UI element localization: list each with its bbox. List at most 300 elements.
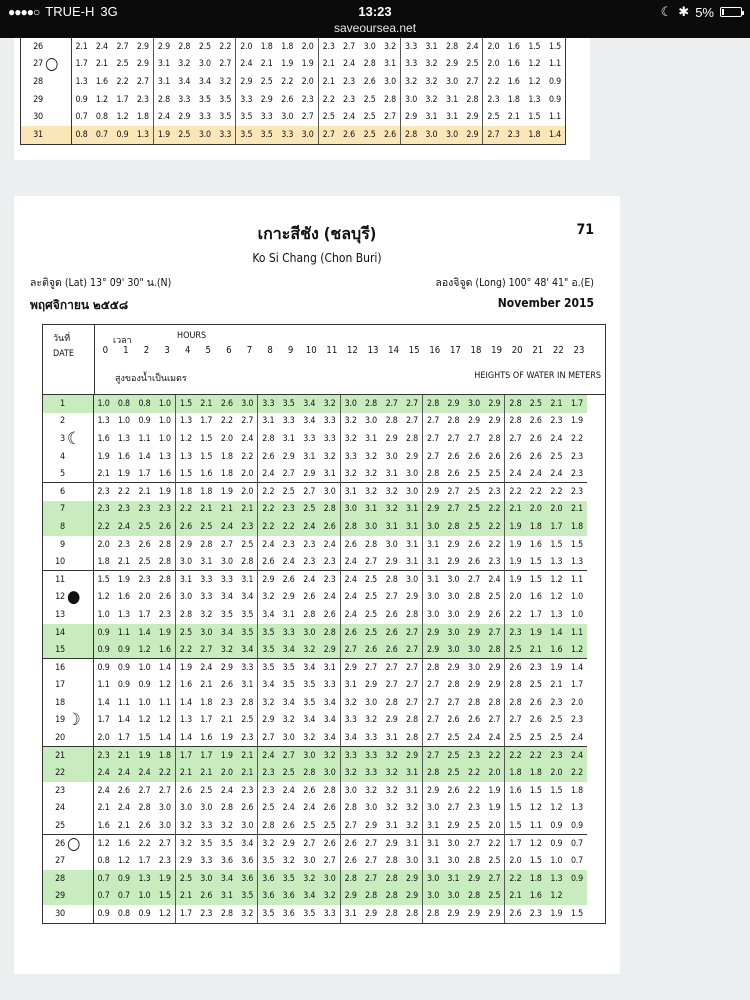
- height-cell: [567, 888, 588, 906]
- hour-label: 12: [346, 345, 358, 356]
- height-cell: 2.7: [447, 803, 460, 814]
- table-row: [43, 817, 587, 835]
- height-cell: 2.6: [381, 641, 402, 659]
- height-cell: 2.2: [464, 764, 485, 782]
- height-cell: 3.3: [405, 41, 418, 52]
- height-cell: 2.8: [509, 680, 522, 691]
- table-row: [43, 501, 587, 519]
- height-cell: 2.0: [97, 732, 110, 743]
- height-cell: 3.2: [425, 94, 438, 105]
- day-cell: 16: [43, 659, 67, 677]
- height-cell: 3.1: [380, 56, 401, 74]
- height-cell: 2.7: [464, 571, 485, 589]
- moon-phase-cell: [67, 817, 93, 835]
- height-cell: 3.0: [196, 870, 217, 888]
- height-cell: 2.0: [525, 501, 546, 519]
- height-cell: 2.2: [114, 483, 135, 501]
- height-cell: 2.5: [509, 732, 522, 743]
- height-cell: 3.0: [299, 624, 320, 642]
- height-cell: 1.7: [117, 732, 130, 743]
- height-cell: 2.1: [322, 76, 335, 87]
- height-cell: 2.3: [134, 571, 155, 589]
- moon-phase-cell: [67, 888, 93, 906]
- height-cell: 2.9: [467, 680, 480, 691]
- height-cell: 3.0: [340, 395, 361, 413]
- height-cell: 3.3: [344, 451, 357, 462]
- height-cell: 2.6: [320, 800, 341, 818]
- height-cell: 2.7: [318, 126, 339, 144]
- height-cell: 2.3: [484, 553, 505, 571]
- height-cell: 1.6: [97, 433, 110, 444]
- height-cell: 2.6: [138, 539, 151, 550]
- height-cell: 0.9: [93, 641, 114, 659]
- height-cell: 3.1: [237, 677, 258, 695]
- height-cell: 2.9: [385, 433, 398, 444]
- height-cell: 1.7: [567, 395, 588, 413]
- height-cell: 3.6: [237, 870, 258, 888]
- moon-phase-cell: [67, 465, 93, 483]
- height-cell: 2.9: [402, 870, 423, 888]
- height-cell: 1.5: [550, 785, 563, 796]
- height-cell: 2.7: [427, 451, 440, 462]
- height-cell: 3.0: [281, 112, 294, 123]
- height-cell: 1.9: [175, 659, 196, 677]
- height-cell: 3.0: [447, 592, 460, 603]
- height-cell: 2.8: [401, 126, 422, 144]
- height-cell: 2.8: [320, 501, 341, 519]
- day-cell: 28: [33, 76, 43, 87]
- height-cell: 3.3: [200, 592, 213, 603]
- height-cell: 0.9: [97, 909, 110, 920]
- height-cell: 3.1: [217, 888, 238, 906]
- level-header-thai: สูงของน้ำเป็นเมตร: [115, 374, 187, 384]
- height-cell: 1.1: [567, 571, 588, 589]
- height-cell: 2.5: [487, 112, 500, 123]
- height-cell: 3.0: [237, 817, 258, 835]
- height-cell: 3.1: [402, 501, 423, 519]
- height-cell: 1.0: [550, 856, 563, 867]
- height-cell: 1.8: [260, 41, 273, 52]
- height-cell: 3.0: [427, 803, 440, 814]
- height-cell: 2.6: [340, 624, 361, 642]
- carrier-name: TRUE-H: [45, 4, 95, 19]
- hour-label: 9: [287, 345, 294, 356]
- height-cell: 1.0: [155, 395, 176, 413]
- height-cell: 2.9: [484, 413, 505, 431]
- height-cell: 1.9: [505, 571, 526, 589]
- height-cell: 2.6: [237, 800, 258, 818]
- height-cell: 3.1: [385, 820, 398, 831]
- height-cell: 0.8: [71, 126, 92, 144]
- month-thai: พฤศจิกายน ๒๕๕๘: [30, 298, 129, 312]
- height-cell: 3.3: [237, 659, 258, 677]
- height-cell: 2.3: [505, 624, 526, 642]
- height-cell: 2.4: [93, 764, 114, 782]
- height-cell: 2.6: [467, 451, 480, 462]
- height-cell: 3.0: [363, 41, 376, 52]
- height-cell: 0.8: [117, 909, 130, 920]
- height-cell: 2.4: [303, 803, 316, 814]
- height-cell: 1.4: [117, 715, 130, 726]
- height-cell: 3.5: [237, 606, 258, 624]
- height-cell: 2.5: [550, 451, 563, 462]
- height-cell: 2.9: [427, 785, 440, 796]
- height-cell: 2.9: [447, 556, 460, 567]
- height-cell: 1.8: [220, 468, 233, 479]
- height-cell: 3.2: [282, 856, 295, 867]
- height-cell: 1.3: [155, 448, 176, 466]
- moon-phase-cell: [45, 108, 71, 126]
- latitude: ละติจูด (Lat) 13° 09' 30" น.(N): [30, 277, 172, 289]
- height-cell: 2.2: [484, 747, 505, 765]
- height-cell: 3.1: [427, 856, 440, 867]
- height-cell: 3.0: [320, 870, 341, 888]
- height-cell: 3.0: [443, 624, 464, 642]
- height-cell: 2.5: [260, 76, 273, 87]
- height-cell: 2.5: [467, 820, 480, 831]
- height-cell: 2.6: [447, 451, 460, 462]
- height-cell: 0.7: [570, 856, 583, 867]
- height-cell: 2.8: [361, 888, 382, 906]
- crescent-moon-icon: ☾: [67, 428, 81, 449]
- height-cell: 3.2: [365, 715, 377, 726]
- height-cell: 3.4: [237, 835, 258, 853]
- height-cell: 2.8: [344, 803, 357, 814]
- height-cell: 2.9: [423, 483, 444, 501]
- day-cell: 12: [55, 592, 65, 603]
- height-cell: 2.7: [484, 870, 505, 888]
- height-cell: 1.9: [484, 800, 505, 818]
- height-cell: 2.8: [385, 697, 398, 708]
- table-row: [43, 870, 587, 888]
- height-cell: 1.4: [97, 697, 110, 708]
- height-cell: 1.2: [155, 677, 176, 695]
- height-cell: 1.9: [155, 483, 176, 501]
- height-cell: 1.0: [138, 697, 151, 708]
- height-cell: 2.6: [179, 785, 192, 796]
- height-cell: 3.1: [365, 433, 377, 444]
- height-cell: 2.2: [93, 518, 114, 536]
- height-cell: 3.0: [179, 803, 192, 814]
- height-cell: 3.2: [381, 501, 402, 519]
- height-cell: 1.4: [545, 126, 566, 144]
- day-cell: 29: [43, 888, 67, 906]
- height-cell: 3.2: [385, 803, 398, 814]
- height-cell: 1.5: [93, 571, 114, 589]
- height-cell: 1.0: [155, 430, 176, 448]
- height-cell: 2.7: [133, 73, 154, 91]
- page-url[interactable]: saveoursea.net: [333, 21, 417, 35]
- height-cell: 2.8: [385, 856, 398, 867]
- height-cell: 3.0: [464, 395, 485, 413]
- date-header-english: DATE: [53, 349, 74, 359]
- height-cell: 2.9: [385, 715, 398, 726]
- height-cell: 3.0: [423, 870, 444, 888]
- height-cell: 2.8: [381, 870, 402, 888]
- height-cell: 2.9: [402, 747, 423, 765]
- height-cell: 3.1: [344, 909, 357, 920]
- moon-phase-cell: [67, 852, 93, 870]
- network-type: 3G: [100, 4, 118, 19]
- height-cell: 3.0: [464, 641, 485, 659]
- height-cell: 1.2: [155, 712, 176, 730]
- height-cell: 2.1: [97, 803, 110, 814]
- height-cell: 2.9: [303, 468, 316, 479]
- table-row: [43, 712, 587, 730]
- height-cell: 0.7: [567, 835, 588, 853]
- moon-phase-cell: [45, 56, 71, 74]
- height-cell: 2.8: [380, 91, 401, 109]
- height-cell: 2.3: [278, 501, 299, 519]
- height-cell: 3.3: [200, 856, 213, 867]
- height-cell: 1.9: [134, 747, 155, 765]
- height-cell: 2.3: [570, 468, 583, 479]
- height-cell: 1.5: [570, 909, 583, 920]
- height-cell: 2.9: [447, 539, 460, 550]
- height-cell: 2.4: [344, 609, 357, 620]
- moon-phase-cell: [67, 712, 93, 730]
- height-cell: 3.4: [262, 609, 275, 620]
- height-cell: 3.1: [427, 820, 440, 831]
- height-cell: 3.0: [405, 94, 418, 105]
- day-cell: 2: [60, 416, 65, 427]
- height-cell: 2.8: [423, 659, 444, 677]
- height-cell: 2.7: [402, 413, 423, 431]
- height-cell: 1.6: [200, 732, 213, 743]
- height-cell: 2.9: [340, 888, 361, 906]
- height-cell: 1.9: [509, 539, 522, 550]
- height-cell: 2.7: [462, 73, 483, 91]
- table-row: [21, 73, 565, 91]
- height-cell: 0.9: [117, 680, 130, 691]
- height-cell: 3.0: [421, 126, 442, 144]
- height-cell: 2.4: [95, 41, 108, 52]
- height-cell: 1.4: [546, 624, 567, 642]
- height-cell: 2.7: [402, 624, 423, 642]
- table-row: [43, 606, 587, 624]
- height-cell: 2.8: [262, 433, 275, 444]
- height-cell: 3.2: [258, 835, 279, 853]
- height-cell: 0.7: [92, 126, 113, 144]
- table-row: [43, 835, 587, 853]
- height-cell: 2.6: [467, 539, 480, 550]
- height-cell: 1.3: [75, 76, 88, 87]
- height-cell: 0.9: [138, 416, 151, 427]
- height-cell: 3.3: [282, 416, 295, 427]
- height-cell: 2.7: [427, 732, 440, 743]
- height-cell: 0.9: [548, 94, 561, 105]
- height-cell: 2.3: [155, 852, 176, 870]
- height-cell: 2.8: [381, 571, 402, 589]
- moon-phase-cell: [45, 126, 71, 144]
- hour-label: 13: [367, 345, 379, 356]
- height-cell: 2.5: [365, 592, 377, 603]
- height-cell: 2.5: [361, 624, 382, 642]
- height-cell: 1.7: [200, 715, 213, 726]
- moon-phase-cell: [67, 764, 93, 782]
- height-cell: 2.3: [298, 91, 319, 109]
- height-cell: 3.5: [258, 659, 279, 677]
- height-cell: 2.0: [138, 592, 151, 603]
- height-cell: 2.6: [155, 518, 176, 536]
- height-cell: 3.5: [240, 112, 253, 123]
- height-cell: 1.8: [155, 747, 176, 765]
- height-cell: 1.4: [155, 659, 176, 677]
- height-cell: 3.0: [320, 483, 341, 501]
- height-cell: 1.9: [155, 870, 176, 888]
- height-cell: 2.8: [402, 430, 423, 448]
- height-cell: 3.2: [344, 433, 357, 444]
- hour-label: 2: [143, 345, 150, 356]
- height-cell: 2.4: [462, 38, 483, 56]
- height-cell: 2.7: [427, 416, 440, 427]
- height-cell: 2.5: [505, 641, 526, 659]
- moon-phase-cell: [67, 905, 93, 923]
- height-cell: 2.8: [381, 888, 402, 906]
- height-cell: 2.2: [570, 433, 583, 444]
- height-cell: 3.4: [320, 694, 341, 712]
- table-row: [43, 413, 587, 431]
- day-cell: 25: [55, 820, 65, 831]
- height-cell: 2.5: [116, 59, 129, 70]
- height-cell: 2.1: [117, 556, 130, 567]
- height-cell: 3.4: [198, 76, 211, 87]
- height-cell: 2.9: [278, 835, 299, 853]
- height-cell: 1.0: [570, 592, 583, 603]
- height-cell: 0.7: [93, 888, 114, 906]
- table-row: [43, 694, 587, 712]
- height-cell: 2.8: [155, 553, 176, 571]
- height-cell: 2.7: [427, 715, 440, 726]
- hour-label: 3: [164, 345, 170, 356]
- height-cell: 1.2: [550, 592, 563, 603]
- height-cell: 2.8: [220, 803, 233, 814]
- height-cell: 1.7: [138, 609, 151, 620]
- table-row: [43, 448, 587, 466]
- bluetooth-icon: ✱: [678, 4, 690, 19]
- moon-phase-cell: [67, 430, 93, 448]
- height-cell: 2.8: [402, 606, 423, 624]
- height-cell: 3.5: [220, 609, 233, 620]
- height-cell: 2.2: [258, 518, 279, 536]
- height-cell: 1.5: [528, 41, 541, 52]
- height-cell: 2.2: [278, 518, 299, 536]
- height-cell: 1.4: [179, 732, 192, 743]
- height-cell: 2.3: [487, 94, 500, 105]
- height-cell: 0.9: [112, 126, 133, 144]
- height-cell: 2.5: [447, 732, 460, 743]
- table-column-header: [43, 325, 605, 395]
- height-cell: 2.1: [507, 112, 520, 123]
- height-cell: 2.9: [467, 416, 480, 427]
- height-cell: 1.8: [133, 108, 154, 126]
- height-cell: 1.2: [138, 715, 151, 726]
- height-cell: 3.0: [442, 126, 463, 144]
- height-cell: 1.7: [570, 680, 583, 691]
- height-cell: 2.3: [343, 94, 355, 105]
- moon-phase-cell: [45, 73, 71, 91]
- moon-phase-cell: [67, 518, 93, 536]
- height-cell: 1.9: [155, 624, 176, 642]
- height-cell: 2.9: [467, 909, 480, 920]
- table-row: [43, 395, 587, 413]
- height-cell: 3.0: [447, 609, 460, 620]
- day-cell: 29: [33, 94, 43, 105]
- height-cell: 2.5: [464, 483, 485, 501]
- height-cell: 1.6: [117, 451, 130, 462]
- table-row: [43, 553, 587, 571]
- height-cell: 1.3: [97, 416, 110, 427]
- height-cell: 3.2: [381, 764, 402, 782]
- height-cell: 3.0: [402, 483, 423, 501]
- height-cell: 3.0: [340, 501, 361, 519]
- height-cell: 0.9: [114, 659, 135, 677]
- day-cell: 1: [43, 395, 67, 413]
- height-cell: 2.4: [340, 571, 361, 589]
- height-cell: 1.1: [529, 820, 542, 831]
- height-cell: 2.9: [464, 624, 485, 642]
- height-cell: 3.1: [381, 518, 402, 536]
- height-cell: 2.1: [567, 501, 588, 519]
- height-cell: 3.2: [320, 888, 341, 906]
- height-cell: 3.0: [365, 416, 377, 427]
- height-cell: 2.1: [114, 747, 135, 765]
- hour-label: 16: [429, 345, 441, 356]
- height-cell: 2.1: [525, 641, 546, 659]
- month-english: November 2015: [497, 296, 594, 310]
- height-cell: 2.0: [240, 41, 253, 52]
- height-cell: 3.2: [303, 732, 316, 743]
- height-cell: 2.6: [320, 518, 341, 536]
- height-cell: 2.7: [361, 835, 382, 853]
- height-cell: 1.5: [529, 556, 542, 567]
- height-cell: 3.3: [200, 820, 213, 831]
- height-cell: 2.7: [361, 659, 382, 677]
- previous-tide-table: [21, 38, 565, 144]
- full-moon-icon: ○: [67, 833, 81, 854]
- height-cell: 2.9: [179, 539, 192, 550]
- day-cell: 22: [43, 764, 67, 782]
- page-header: [14, 196, 620, 322]
- height-cell: 1.2: [116, 112, 129, 123]
- height-cell: 3.3: [240, 94, 253, 105]
- full-moon-icon: ○: [45, 54, 59, 75]
- height-cell: 0.8: [97, 856, 110, 867]
- height-cell: 3.2: [385, 785, 398, 796]
- height-cell: 1.0: [134, 659, 155, 677]
- height-cell: 2.2: [484, 536, 505, 554]
- height-cell: 2.5: [484, 465, 505, 483]
- height-cell: 1.5: [200, 433, 213, 444]
- height-cell: 0.8: [95, 112, 108, 123]
- height-cell: 1.5: [179, 468, 192, 479]
- height-cell: 2.9: [365, 909, 377, 920]
- height-cell: 2.5: [237, 712, 258, 730]
- height-cell: 2.4: [509, 468, 522, 479]
- height-cell: 2.3: [93, 501, 114, 519]
- height-cell: 2.5: [467, 468, 480, 479]
- height-cell: 2.7: [138, 785, 151, 796]
- height-cell: 3.0: [303, 856, 316, 867]
- height-cell: 2.2: [281, 76, 294, 87]
- height-cell: 2.0: [509, 856, 522, 867]
- height-cell: 3.4: [178, 76, 191, 87]
- battery-icon: [720, 7, 742, 17]
- height-cell: 3.2: [220, 820, 233, 831]
- height-cell: 2.6: [303, 592, 316, 603]
- height-cell: 2.7: [402, 395, 423, 413]
- hour-label: 19: [491, 345, 503, 356]
